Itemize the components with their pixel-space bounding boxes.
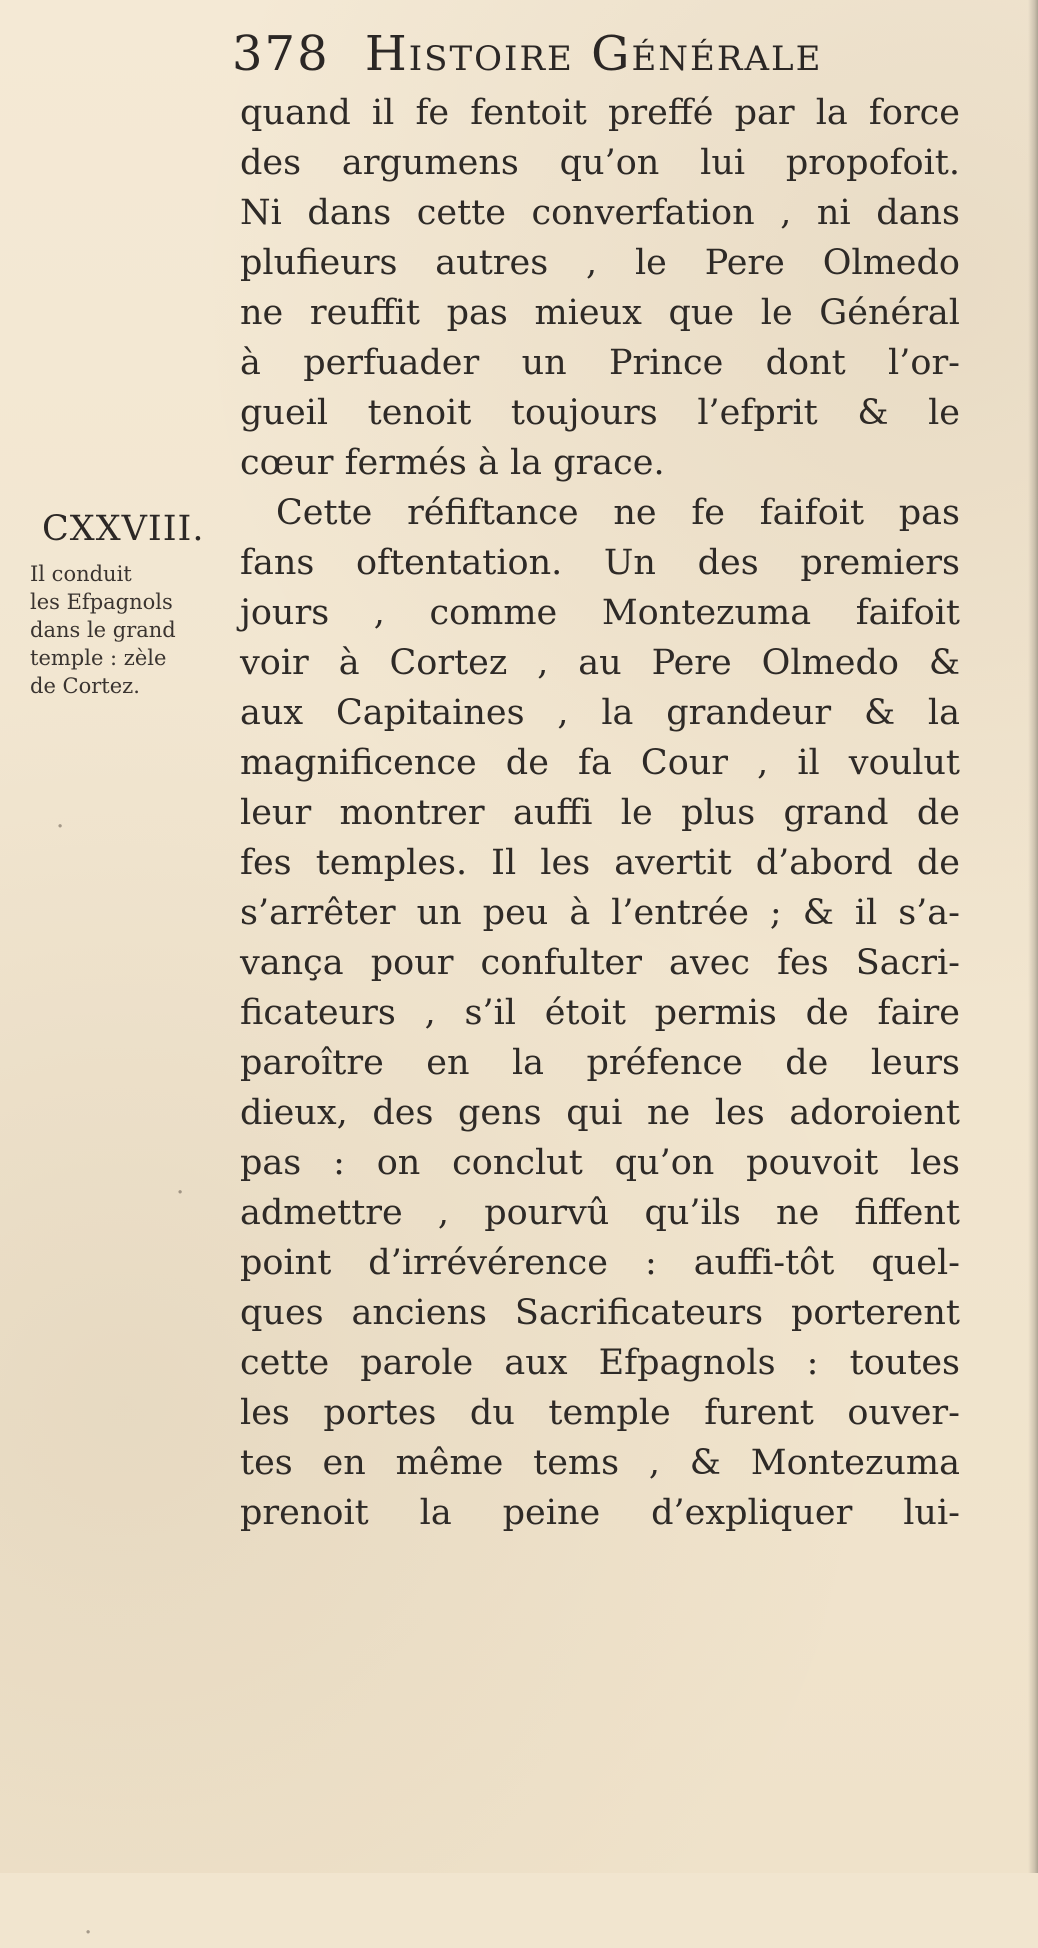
margin-note-line: temple : zèle xyxy=(30,646,167,670)
body-line: pas : on conclut qu’on pouvoit les xyxy=(240,1143,960,1183)
body-line: cette parole aux Efpagnols : toutes xyxy=(240,1343,960,1383)
running-title: Histoire Générale xyxy=(364,26,823,82)
margin-note-line: Il conduit xyxy=(30,562,132,586)
body-line: aux Capitaines , la grandeur & la xyxy=(240,693,960,733)
body-line: ques anciens Sacrificateurs porterent xyxy=(240,1293,960,1333)
body-line: Ni dans cette converfation , ni dans xyxy=(240,193,960,233)
body-line: point d’irrévérence : auffi-tôt quel- xyxy=(240,1243,960,1283)
page-header xyxy=(232,26,952,82)
page-number: 378 xyxy=(232,26,330,82)
page-edge-shadow xyxy=(1028,0,1038,1873)
ink-speck: · xyxy=(56,812,65,842)
body-line: à perfuader un Prince dont l’or- xyxy=(240,343,960,383)
body-line: vança pour confulter avec fes Sacri- xyxy=(240,943,960,983)
body-line: des argumens qu’on lui propofoit. xyxy=(240,143,960,183)
margin-note xyxy=(30,560,220,700)
body-line: jours , comme Montezuma faifoit xyxy=(240,593,960,633)
ink-speck: · xyxy=(84,1918,93,1948)
body-line: ne reuffit pas mieux que le Général xyxy=(240,293,960,333)
body-line: voir à Cortez , au Pere Olmedo & xyxy=(240,643,960,683)
section-label: CXXVIII. xyxy=(42,509,205,549)
margin-note-line: de Cortez. xyxy=(30,674,140,698)
body-line: s’arrêter un peu à l’entrée ; & il s’a- xyxy=(240,893,960,933)
body-line: fans oftentation. Un des premiers xyxy=(240,543,960,583)
body-line: magnificence de fa Cour , il voulut xyxy=(240,743,960,783)
body-line: tes en même tems , & Montezuma xyxy=(240,1443,960,1483)
body-line: cœur fermés à la grace. xyxy=(240,443,665,483)
body-line: dieux, des gens qui ne les adoroient xyxy=(240,1093,960,1133)
body-line: Cette réfiftance ne fe faifoit pas xyxy=(276,493,960,533)
body-line: fes temples. Il les avertit d’abord de xyxy=(240,843,960,883)
body-line: paroître en la préfence de leurs xyxy=(240,1043,960,1083)
body-line: admettre , pourvû qu’ils ne fiffent xyxy=(240,1193,960,1233)
margin-note-line: les Efpagnols xyxy=(30,590,173,614)
body-line: prenoit la peine d’expliquer lui- xyxy=(240,1493,960,1533)
body-line: les portes du temple furent ouver- xyxy=(240,1393,960,1433)
body-line: gueil tenoit toujours l’efprit & le xyxy=(240,393,960,433)
margin-note-line: dans le grand xyxy=(30,618,176,642)
body-line: ficateurs , s’il étoit permis de faire xyxy=(240,993,960,1033)
body-text xyxy=(240,88,960,1538)
body-line: plufieurs autres , le Pere Olmedo xyxy=(240,243,960,283)
ink-speck: · xyxy=(176,1178,185,1208)
body-line: quand il fe fentoit preffé par la force xyxy=(240,93,960,133)
body-line: leur montrer auffi le plus grand de xyxy=(240,793,960,833)
